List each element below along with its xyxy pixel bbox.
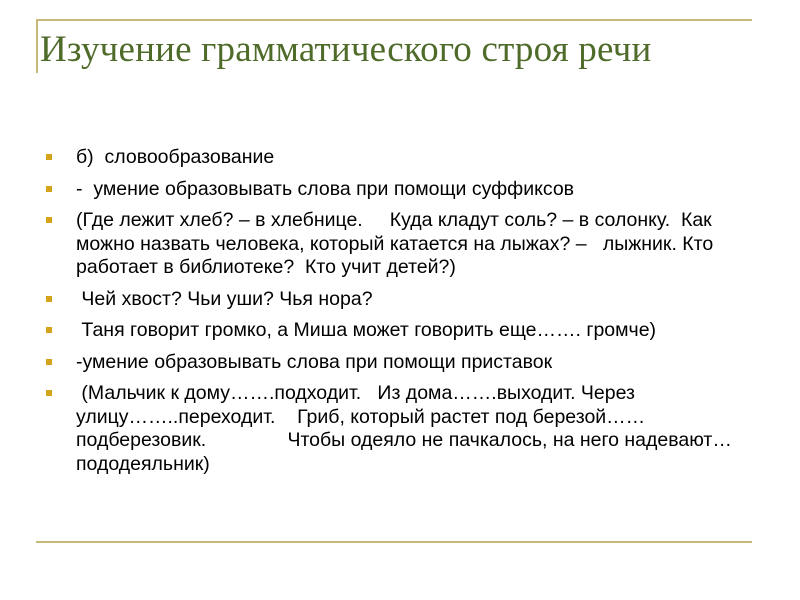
list-item-text: Чей хвост? Чьи уши? Чья нора? — [76, 287, 373, 310]
list-item — [40, 351, 750, 375]
square-bullet-icon — [46, 359, 52, 365]
bullet-list — [40, 146, 750, 484]
top-divider — [36, 19, 752, 21]
list-item — [40, 382, 750, 476]
list-item-text: б) словообразование — [76, 146, 275, 168]
list-item — [40, 178, 750, 202]
list-item-text: (Мальчик к дому…….подходит. Из дома…….выходит. Через улицу……..переходит. Гриб, который растет под березой……подберезовик. Чтобы одеяло не пачкалось, на него надевают…пододеяльник) — [76, 382, 732, 475]
square-bullet-icon — [46, 390, 52, 396]
list-item — [40, 288, 750, 312]
bottom-divider — [36, 541, 752, 543]
list-item-text: - умение образовывать слова при помощи суффиксов — [76, 177, 575, 200]
list-item — [40, 146, 750, 170]
square-bullet-icon — [46, 327, 52, 333]
square-bullet-icon — [46, 217, 52, 223]
square-bullet-icon — [46, 186, 52, 192]
square-bullet-icon — [46, 296, 52, 302]
list-item-text: (Где лежит хлеб? – в хлебнице. Куда кладут соль? – в солонку. Как можно назвать человека, который катается на лыжах? – лыжник. Кто работает в библиотеке? Кто учит детей?) — [76, 209, 719, 278]
list-item-text: Таня говорит громко, а Миша может говорить еще……. громче) — [76, 319, 657, 341]
slide-title: Изучение грамматического строя речи — [40, 29, 652, 70]
list-item-text: -умение образовывать слова при помощи приставок — [76, 350, 553, 373]
left-divider — [36, 19, 38, 73]
list-item — [40, 319, 750, 343]
square-bullet-icon — [46, 154, 52, 160]
list-item — [40, 209, 750, 280]
